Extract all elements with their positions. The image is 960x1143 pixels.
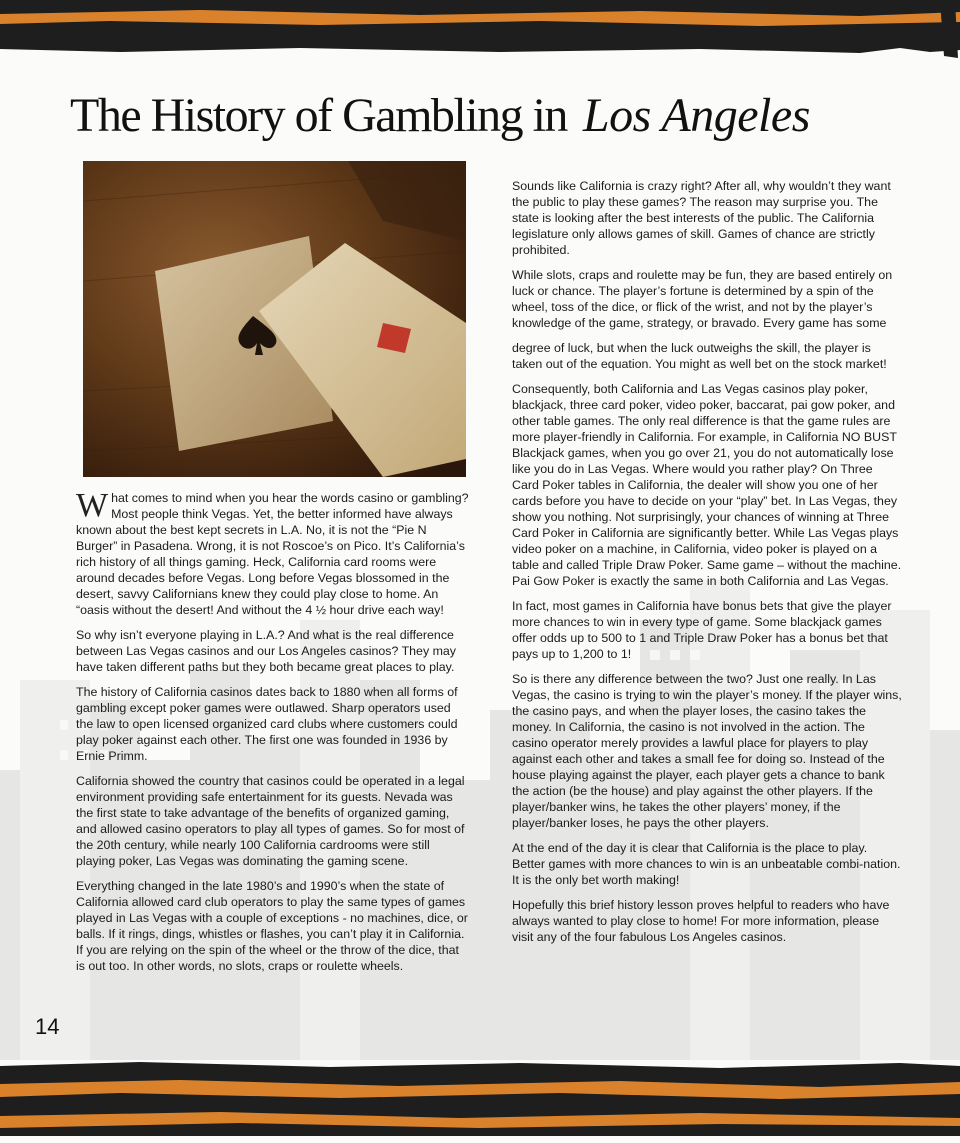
left-column-text	[76, 487, 470, 983]
left-paragraph-1	[76, 487, 470, 618]
page-number: 14	[35, 1014, 60, 1039]
left-paragraph-5: Everything changed in the late 1980’s and 1990’s when the state of California allowed card club operators to play the same types of games played in Las Vegas with a couple of exceptions - no machines, dice, or balls. If it rings, dings, whistles or flashes, you can’t play it in California. If you are relying on the spin of the wheel or the throw of the dice, that is out too. In other words, no slots, craps or roulette wheels.	[76, 879, 468, 973]
right-paragraph-7: At the end of the day it is clear that California is the place to play. Better games with more chances to win is an unbeatable combi-nation. It is the only bet worth making!	[512, 841, 901, 887]
right-paragraph-2: While slots, craps and roulette may be fun, they are based entirely on luck or chance. The player’s fortune is determined by a spin of the wheel, toss of the dice, or flick of the wrist, and not by the player’s knowledge of the game, strategy, or bravado. Every game has some	[512, 268, 893, 330]
right-paragraph-8: Hopefully this brief history lesson proves helpful to readers who have always wanted to play close to home! For more information, please visit any of the four fabulous Los Angeles casinos.	[512, 898, 890, 944]
bottom-decorative-stripe	[0, 1058, 960, 1143]
right-paragraph-6: So is there any difference between the two? Just one really. In Las Vegas, the casino is trying to win the player’s money. If the player wins, the casino pays, and when the player loses, the casino takes the money. In California, the casino is not involved in the action. The casino operator merely provides a lawful place for players to play against each other and takes a small fee for doing so. Instead of the house playing against the player, each player gets a chance to bank the action (be the house) and play against the other players. If the player/banker wins, he takes the other players’ money, if the player/banker loses, he pays the other players.	[512, 672, 902, 830]
title-main: The History of Gambling in	[70, 89, 567, 142]
left-paragraph-2: So why isn’t everyone playing in L.A.? And what is the real difference between Las Vegas casinos and our Los Angeles casinos? They may have taken different paths but they both became great places to play.	[76, 628, 456, 674]
right-paragraph-3: degree of luck, but when the luck outweighs the skill, the player is taken out of the equation. You might as well bet on the stock market!	[512, 341, 887, 371]
right-paragraph-1: Sounds like California is crazy right? After all, why wouldn’t they want the public to play these games? The reason may surprise you. The state is looking after the best interests of the public. The California legislature only allows games of skill. Games of chance are strictly prohibited.	[512, 179, 891, 257]
top-decorative-stripe	[0, 0, 960, 58]
left-paragraph-1-text: hat comes to mind when you hear the words casino or gambling? Most people think Vegas. Yet, the better informed have always known about the best kept secrets in L.A. No, it is not the “Pie N Burger” in Pasadena. Wrong, it is not Roscoe’s on Pico. It’s California’s rich history of all things gaming. Heck, California card rooms were around decades before Vegas. Long before Vegas blossomed in the desert, savvy Californians knew they could play close to home. An “oasis without the desert! And without the 4 ½ hour drive each way!	[76, 491, 469, 617]
page-title	[70, 88, 930, 148]
playing-cards-photo	[83, 161, 466, 477]
left-paragraph-4: California showed the country that casinos could be operated in a legal environment providing safe entertainment for its guests. Nevada was the first state to take advantage of the benefits of organized gaming, and allowed casino operators to play all types of games. So for most of the 20th century, while nearly 100 California cardrooms were still playing poker, Las Vegas was dominating the gaming scene.	[76, 774, 465, 868]
left-paragraph-3: The history of California casinos dates back to 1880 when all forms of gambling except poker games were outlawed. Sharp operators used the law to open licensed organized card clubs where customers could play poker against each other. The first one was founded in 1936 by Ernie Primm.	[76, 685, 458, 763]
right-paragraph-5: In fact, most games in California have bonus bets that give the player more chances to win in every type of game. Some blackjack games offer odds up to 500 to 1 and Triple Draw Poker has a bonus bet that pays up to 1,200 to 1!	[512, 599, 892, 661]
title-italic: Los Angeles	[582, 89, 810, 142]
right-column-text	[512, 178, 902, 954]
drop-cap: W	[76, 487, 109, 524]
right-paragraph-4: Consequently, both California and Las Vegas casinos play poker, blackjack, three card poker, video poker, baccarat, pai gow poker, and other table games. The only real difference is that the game rules are more player-friendly in California. For example, in California NO BUST Blackjack games, when you go over 21, you do not automatically lose like you do in Las Vegas. Where would you rather play? On Three Card Poker tables in California, the dealer will show you one of her cards before you have to decide on your “play” bet. In Las Vegas, they show you nothing. Not surprisingly, your chances of winning at Three Card Poker in California are significantly better. While Las Vegas plays video poker on a machine, in California, video poker is played on a table and called Triple Draw Poker. Same game – without the machine. Pai Gow Poker is exactly the same in both California and Las Vegas.	[512, 382, 902, 588]
